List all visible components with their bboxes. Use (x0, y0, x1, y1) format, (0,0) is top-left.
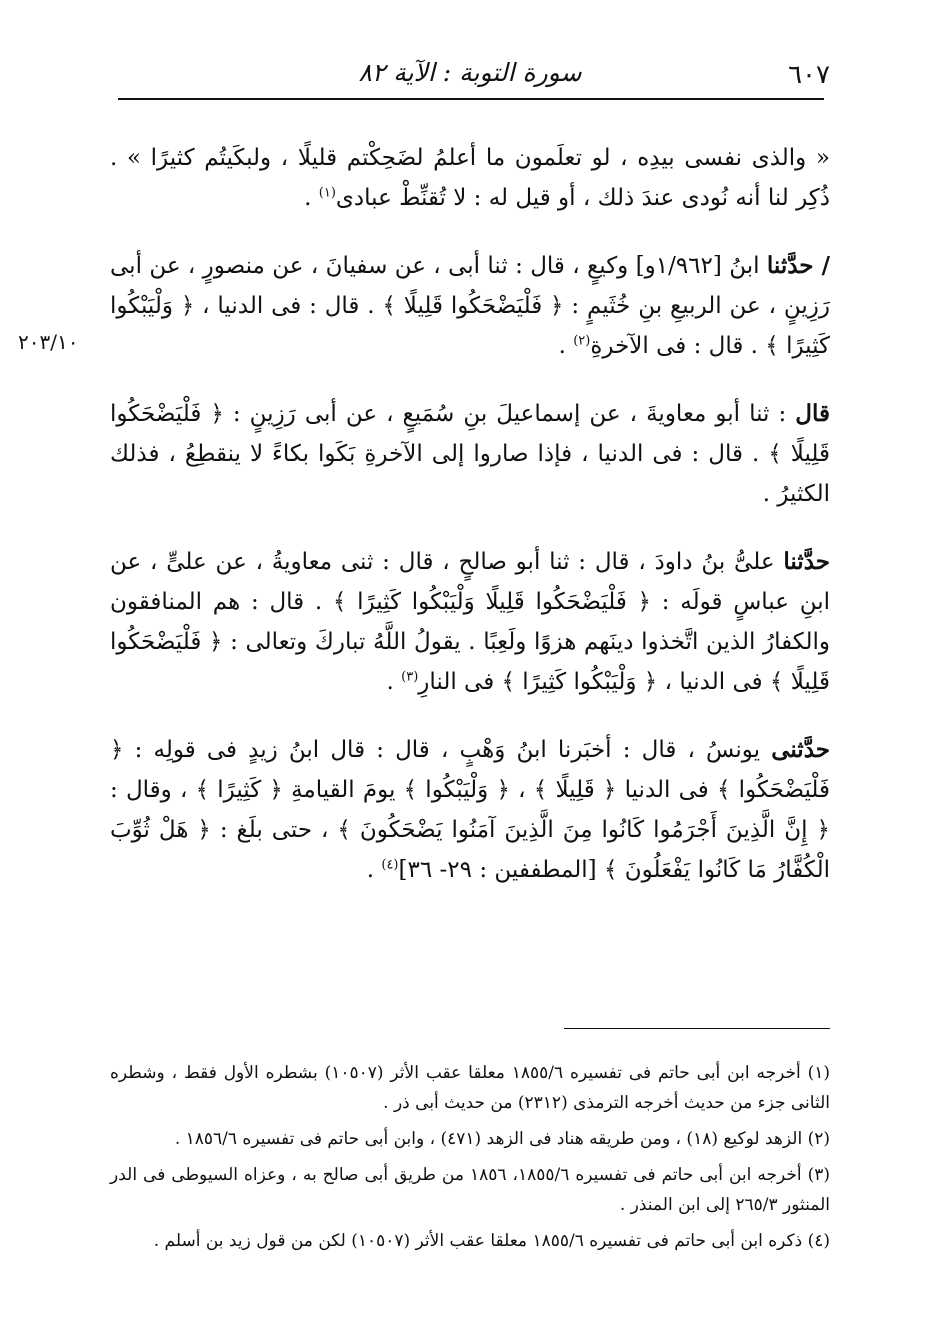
footnote-ref: (٣) (401, 669, 419, 685)
paragraph-text: يونسُ ، قال : أخبَرنا ابنُ وَهْبٍ ، قال : قال ابنُ زيدٍ فى قولِه : ﴿ فَلْيَضْحَكُوا ﴾ فى الدنيا ﴿ قَلِيلًا ﴾ ، ﴿ وَلْيَبْكُوا ﴾ يومَ القيامةِ ﴿ كَثِيرًا ﴾ ، وقال : ﴿ إِنَّ الَّذِينَ أَجْرَمُوا كَانُوا مِنَ الَّذِينَ آمَنُوا يَضْحَكُونَ ﴾ ، حتى بلَغ : ﴿ هَلْ ثُوِّبَ الْكُفَّارُ مَا كَانُوا يَفْعَلُونَ ﴾ [المطففين : ٢٩- ٣٦] (110, 737, 830, 883)
paragraph-lead: قال (795, 400, 830, 427)
paragraph-tail: . (558, 333, 574, 359)
paragraph-text: علىُّ بنُ داودَ ، قال : ثنا أبو صالحٍ ، قال : ثنى معاويةُ ، عن علىٍّ ، عن ابنِ عباسٍ قولَه : ﴿ فَلْيَضْحَكُوا قَلِيلًا وَلْيَبْكُوا كَثِيرًا ﴾ . قال : هم المنافقون والكفارُ الذين اتَّخذوا دينَهم هزوًا ولَعِبًا . يقولُ اللَّهُ تباركَ وتعالى : ﴿ فَلْيَضْحَكُوا قَلِيلًا ﴾ فى الدنيا ، ﴿ وَلْيَبْكُوا كَثِيرًا ﴾ فى النارِ (110, 549, 830, 695)
footnote-rule (564, 1028, 830, 1029)
paragraph-tail: . (304, 185, 319, 211)
paragraph-2 (110, 246, 830, 366)
running-header (110, 48, 830, 98)
running-title: سورة التوبة : الآية ٨٢ (358, 58, 582, 87)
paragraph-lead: / حدَّثنا (766, 252, 830, 279)
paragraph-tail: . (366, 857, 382, 883)
paragraph-4 (110, 542, 830, 702)
paragraph-3 (110, 394, 830, 514)
margin-reference: ٢٠٣/١٠ (18, 330, 79, 354)
page-number: ٦٠٧ (788, 60, 830, 90)
paragraph-1 (110, 138, 830, 218)
footnote-4: (٤) ذكره ابن أبى حاتم فى تفسيره ١٨٥٥/٦ معلقا عقب الأثر (١٠٥٠٧) لكن من قول زيد بن أسلم . (153, 1231, 830, 1251)
footnote-ref: (٤) (381, 857, 399, 873)
paragraph-text: ابنُ [١/٩٦٢و] وكيعٍ ، قال : ثنا أبى ، عن سفيانَ ، عن منصورٍ ، عن أبى رَزِينٍ ، عن الربيعِ بنِ خُثَيمٍ : ﴿ فَلْيَضْحَكُوا قَلِيلًا ﴾ . قال : فى الدنيا ، ﴿ وَلْيَبْكُوا كَثِيرًا ﴾ . قال : فى الآخرةِ (110, 253, 830, 359)
footnote-ref: (٢) (573, 333, 591, 349)
footnote-1: (١) أخرجه ابن أبى حاتم فى تفسيره ١٨٥٥/٦ معلقا عقب الأثر (١٠٥٠٧) بشطره الأول فقط ، وشطره الثانى جزء من حديث أخرجه الترمذى (٢٣١٢) من حديث أبى ذر . (110, 1063, 830, 1113)
footnote-3: (٣) أخرجه ابن أبى حاتم فى تفسيره ١٨٥٥/٦، ١٨٥٦ من طريق أبى صالح به ، وعزاه السيوطى فى الدر المنثور ٢٦٥/٣ إلى ابن المنذر . (110, 1165, 831, 1215)
paragraph-lead: حدَّثنى (771, 736, 830, 763)
paragraph-text: « والذى نفسى بيدِه ، لو تعلَمون ما أعلمُ لضَحِكْتم قليلًا ، ولبكَيتُم كثيرًا » . ذُكِر لنا أنه نُودى عندَ ذلك ، أو قيل له : لا تُقنِّطْ عبادى (110, 145, 830, 211)
footnote-ref: (١) (318, 185, 336, 201)
paragraph-lead: حدَّثنا (783, 548, 830, 575)
footnotes (110, 1058, 830, 1262)
paragraph-text: : ثنا أبو معاويةَ ، عن إسماعيلَ بنِ سُمَيعٍ ، عن أبى رَزِينٍ : ﴿ فَلْيَضْحَكُوا قَلِيلًا ﴾ . قال : فى الدنيا ، فإذا صاروا إلى الآخرةِ بَكَوا بكاءً لا ينقطِعُ ، فذلك الكثيرُ . (110, 401, 830, 507)
paragraph-5 (110, 730, 830, 890)
header-rule (118, 98, 824, 100)
main-text (110, 138, 830, 918)
paragraph-tail: . (386, 669, 402, 695)
footnote-2: (٢) الزهد لوكيع (١٨) ، ومن طريقه هناد فى الزهد (٤٧١) ، وابن أبى حاتم فى تفسيره ١٨٥٦/٦ . (174, 1129, 830, 1149)
